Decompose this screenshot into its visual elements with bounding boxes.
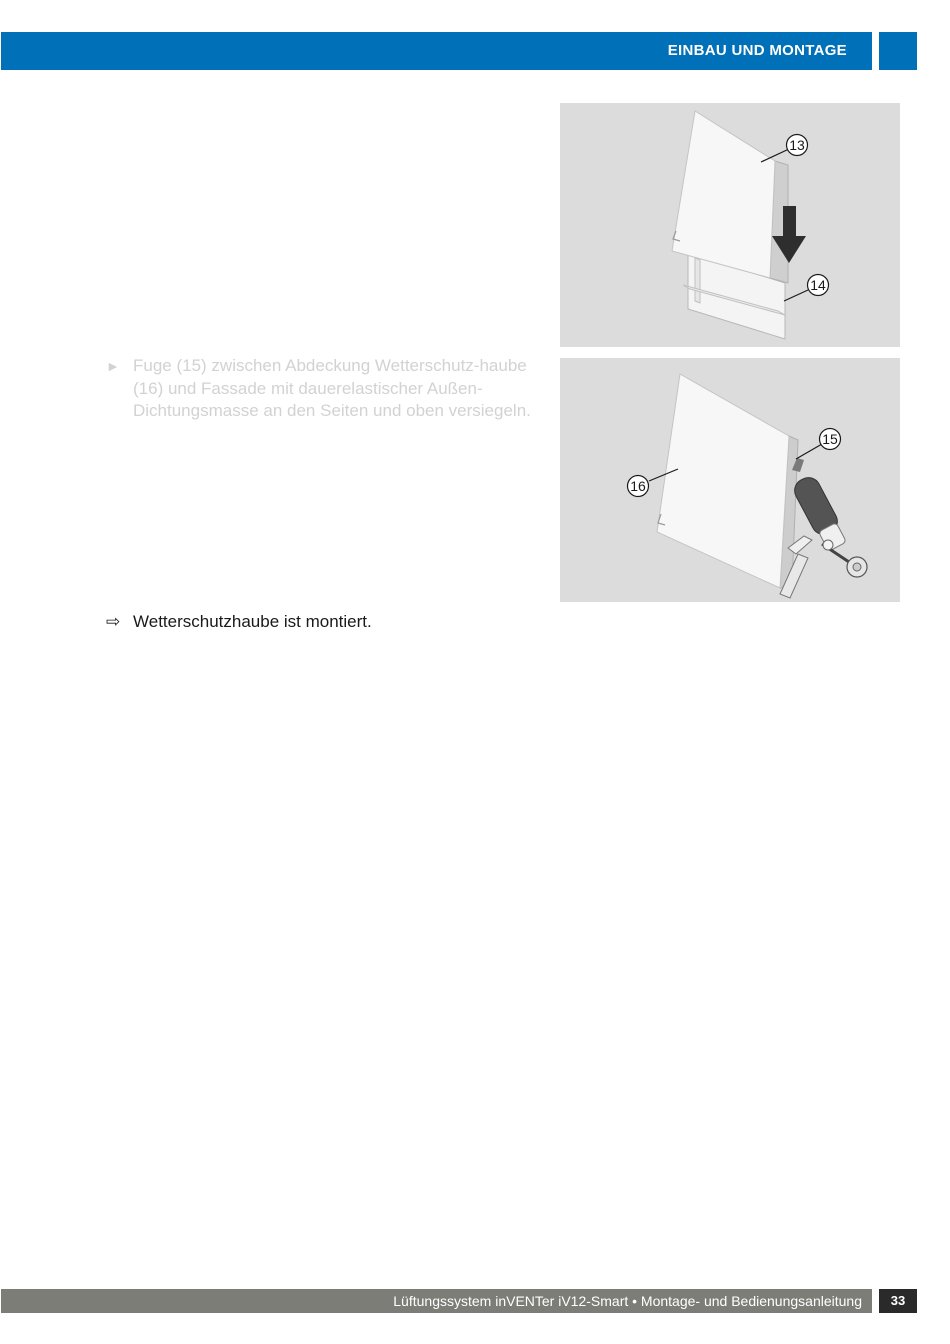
page-number-box [879, 1289, 917, 1313]
step-arrow-icon: ► [106, 358, 120, 374]
callout-15: 15 [822, 431, 838, 447]
callout-14: 14 [810, 277, 826, 293]
footer-text: Lüftungssystem inVENTer iV12-Smart • Montage- und Bedienungsanleitung [393, 1293, 862, 1309]
instruction-step [106, 355, 531, 423]
header-bar-end-block [879, 32, 917, 70]
header-bar [1, 32, 872, 70]
figure-cover-installation [560, 103, 900, 347]
sealing-illustration [560, 358, 900, 602]
result-text: Wetterschutzhaube ist montiert. [133, 612, 372, 631]
callout-13: 13 [789, 137, 805, 153]
footer-bar [1, 1289, 872, 1313]
step-text: Fuge (15) zwischen Abdeckung Wetterschutz-haube (16) und Fassade mit dauerelastischer Außen-Dichtungsmasse an den Seiten und oben versiegeln. [133, 356, 531, 420]
page-number: 33 [890, 1293, 906, 1308]
result-arrow-icon: ⇨ [106, 612, 121, 631]
cover-installation-illustration [560, 103, 900, 347]
callout-16: 16 [630, 478, 646, 494]
result-line [106, 612, 372, 632]
figure-sealing-joint [560, 358, 900, 602]
section-title: EINBAU UND MONTAGE [667, 42, 847, 59]
